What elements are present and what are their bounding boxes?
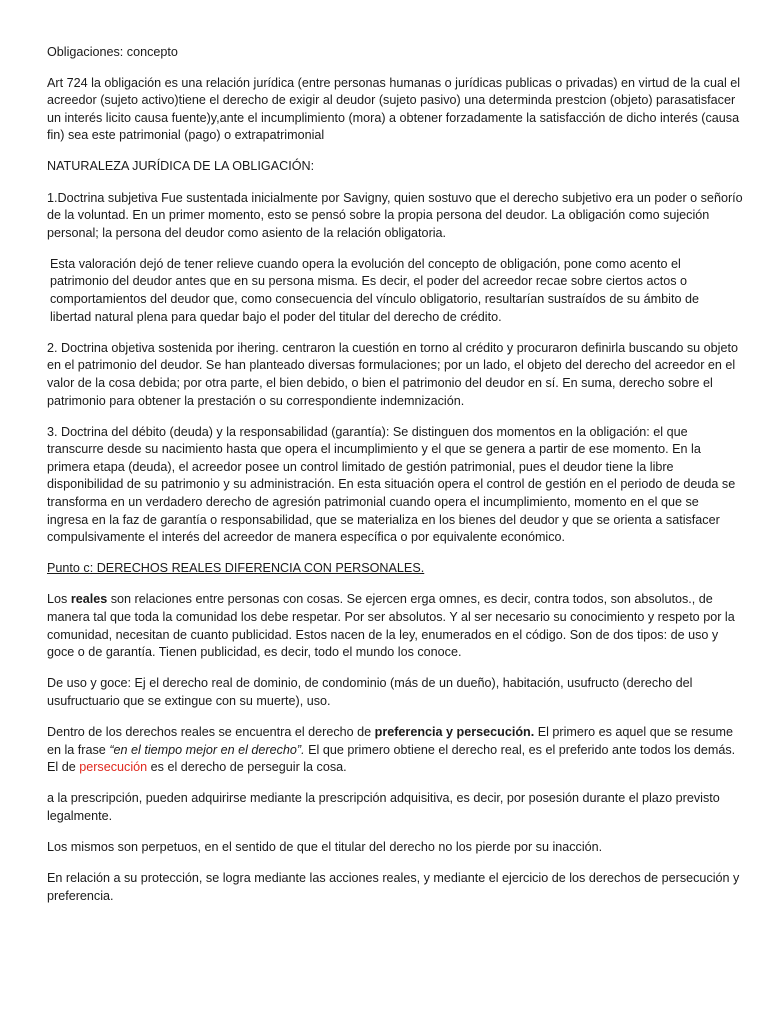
paragraph-doctrina-objetiva: 2. Doctrina objetiva sostenida por ihering. centraron la cuestión en torno al crédito y procuraron definirla buscando su objeto en el patrimonio del deudor. Se han planteado diversas formulaciones; por un lado, el objeto del derecho del acreedor en el valor de la cosa debida; por otra parte, el bien debido, o bien el patrimonio del deudor en sí. En suma, derecho sobre el patrimonio para obtener la prestación o su correspondiente indemnización. xyxy=(47,340,738,408)
paragraph-uso-goce: De uso y goce: Ej el derecho real de dominio, de condominio (más de un dueño), habitación, usufructo (derecho del usufructuario que se extingue con su muerte), uso. xyxy=(47,676,693,708)
paragraph-reales xyxy=(47,591,743,661)
paragraph-valoracion: Esta valoración dejó de tener relieve cuando opera la evolución del concepto de obligación, pone como acento el patrimonio del deudor antes que en su persona misma. Es decir, el poder del acreedor recae sobre ciertos actos o comportamientos del deudor que, como consecuencia del vínculo obligatorio, resultarían sustraídos de su ámbito de libertad natural plena para quedar bajo el poder del titular del derecho de crédito. xyxy=(50,256,699,324)
paragraph-doctrina-subjetiva: 1.Doctrina subjetiva Fue sustentada inicialmente por Savigny, quien sostuvo que el derecho subjetivo era un poder o señorío de la voluntad. En un primer momento, esto se pensó sobre la propia persona del deudor. La obligación como sujeción personal; la persona del deudor como asiento de la relación obligatoria. xyxy=(47,190,743,240)
paragraph-perpetuos: Los mismos son perpetuos, en el sentido de que el titular del derecho no los pierde por su inacción. xyxy=(47,839,603,854)
pref-text-mid: El primero es aquel que se resume en la frase xyxy=(47,724,734,757)
reales-text-pre: Los xyxy=(47,592,71,607)
pref-red-term: persecución xyxy=(79,760,148,775)
pref-italic-phrase: “en el tiempo mejor en el derecho”. xyxy=(109,742,305,757)
paragraph-proteccion: En relación a su protección, se logra mediante las acciones reales, y mediante el ejercicio de los derechos de persecución y preferencia. xyxy=(47,870,740,903)
pref-text-post: es el derecho de perseguir la cosa. xyxy=(147,760,347,775)
heading-naturaleza: NATURALEZA JURÍDICA DE LA OBLIGACIÓN: xyxy=(47,159,315,174)
heading-punto-c: Punto c: DERECHOS REALES DIFERENCIA CON PERSONALES. xyxy=(47,561,425,576)
paragraph-doctrina-debito: 3. Doctrina del débito (deuda) y la responsabilidad (garantía): Se distinguen dos momentos en la obligación: el que transcurre desde su nacimiento hasta que opera el incumplimiento y el que se genera a partir de ese momento. En la primera etapa (deuda), el acreedor posee un control limitado de gestión patrimonial, pues el deudor tiene la libre disponibilidad de su patrimonio y su administración. En esta situación opera el control de gestión en el periodo de deuda se transforma en un verdadero derecho de agresión patrimonial cuando opera el incumplimiento, momento en el que se ingresa en la faz de garantía o responsabilidad, que se materializa en los bienes del deudor y que se orienta a satisfacer compulsivamente el interés del acreedor de manera específica o por equivalente económico. xyxy=(47,424,736,545)
pref-bold-term: preferencia y persecución. xyxy=(374,724,535,739)
paragraph-art-724: Art 724 la obligación es una relación jurídica (entre personas humanas o jurídicas publicas o privadas) en virtud de la cual el acreedor (sujeto activo)tiene el derecho de exigir al deudor (sujeto pasivo) una determinda prestcion (objeto) parasatisfacer un interés licito causa fuente)y,ante el incumplimiento (mora) a obtener forzadamente la satisfacción de dicho interés (causa fin) sea este patrimonial (pago) o extrapatrimonial xyxy=(47,75,741,143)
reales-text-post: son relaciones entre personas con cosas. Se ejercen erga omnes, es decir, contra todos, son absolutos., de manera tal que toda la comunidad los debe respetar. Por ser absolutos. Y al ser necesario su conocimiento y respeto por la comunidad, necesitan de cuanto publicidad. Estos nacen de la ley, enumerados en el código. Son de dos tipos: de uso y goce o de garantía. Tienen publicidad, es decir, todo el mundo los conoce. xyxy=(47,592,735,660)
section-title: Obligaciones: concepto xyxy=(47,45,178,59)
paragraph-preferencia xyxy=(47,724,743,777)
reales-bold-term: reales xyxy=(70,592,108,607)
pref-text-mid2: El que primero obtiene el derecho real, es el preferido ante todos los demás. El de xyxy=(47,742,736,775)
document-body xyxy=(47,44,743,919)
paragraph-prescripcion: a la prescripción, pueden adquirirse mediante la prescripción adquisitiva, es decir, por posesión durante el plazo previsto legalmente. xyxy=(47,791,720,823)
pref-text-pre: Dentro de los derechos reales se encuentra el derecho de xyxy=(47,724,375,739)
